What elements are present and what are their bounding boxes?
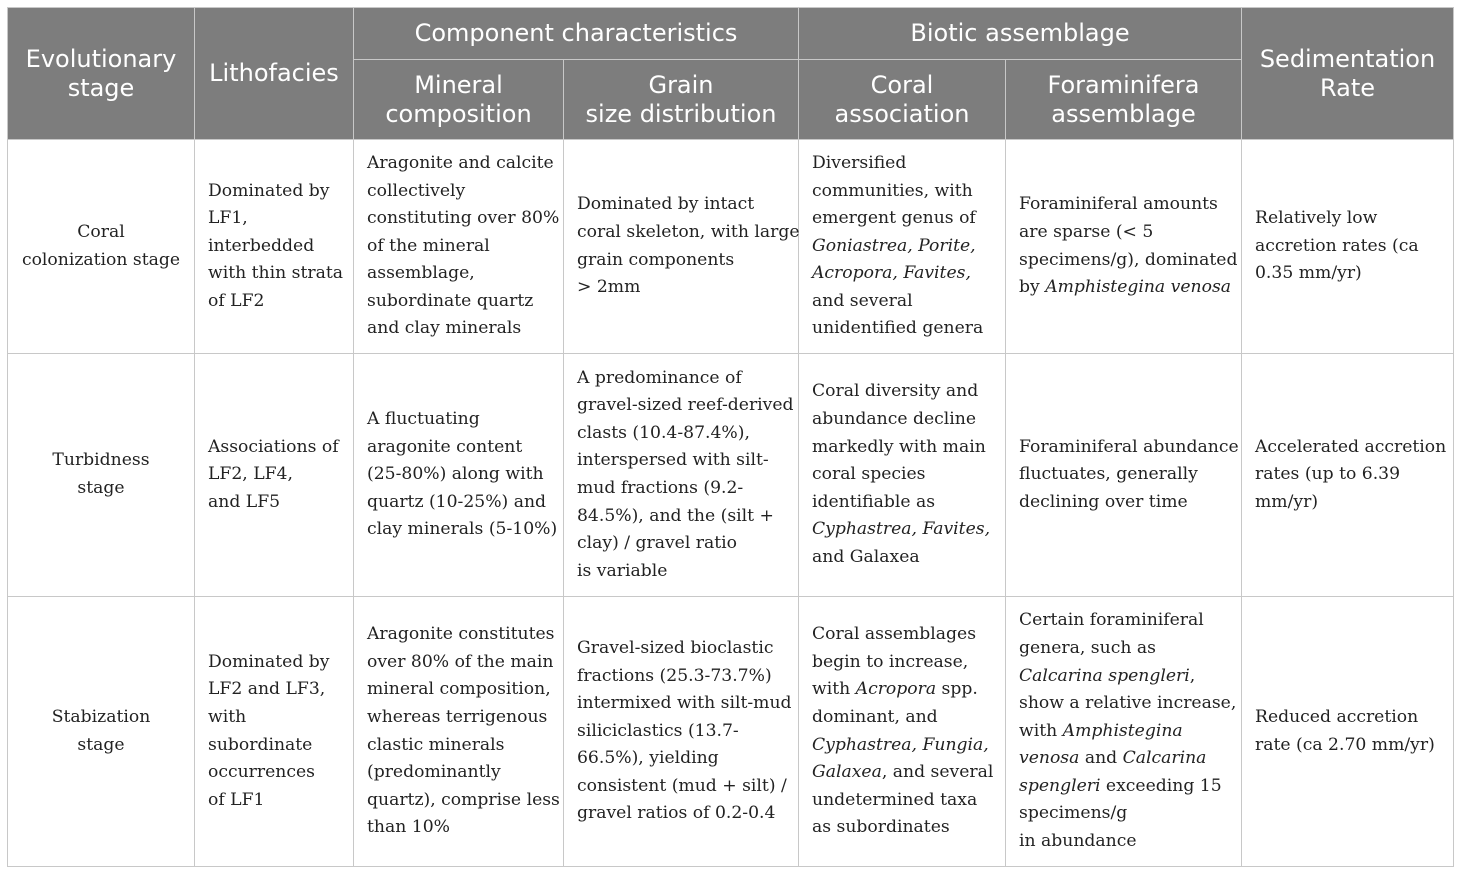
cell-stage: Turbidness stage	[8, 354, 195, 597]
header-grain-size: Grain size distribution	[564, 60, 799, 140]
data-table	[7, 7, 1454, 867]
header-biotic-assemblage: Biotic assemblage	[799, 8, 1242, 60]
cell-foraminifera-assemblage: Certain foraminiferal genera, such as Calcarina spengleri, show a relative increase, with Amphistegina venosa and Calcarina spengleri exceeding 15 specimens/g in abundance	[1006, 597, 1242, 867]
header-sedimentation-rate: Sedimentation Rate	[1242, 8, 1454, 140]
header-component-characteristics: Component characteristics	[354, 8, 799, 60]
cell-foraminifera-assemblage: Foraminiferal amounts are sparse (< 5 specimens/g), dominated by Amphistegina venosa	[1006, 140, 1242, 354]
header-foraminifera-assemblage: Foraminifera assemblage	[1006, 60, 1242, 140]
header-evolutionary-stage: Evolutionary stage	[8, 8, 195, 140]
header-coral-association: Coral association	[799, 60, 1006, 140]
header-lithofacies: Lithofacies	[195, 8, 354, 140]
table-row	[8, 354, 1454, 597]
header-mineral-composition: Mineral composition	[354, 60, 564, 140]
cell-stage: Coral colonization stage	[8, 140, 195, 354]
cell-coral-association: Coral assemblages begin to increase, with Acropora spp. dominant, and Cyphastrea, Fungia, Galaxea, and several undetermined taxa as subordinates	[799, 597, 1006, 867]
cell-grain-size: Dominated by intact coral skeleton, with large grain components > 2mm	[564, 140, 799, 354]
cell-mineral-composition: Aragonite constitutes over 80% of the main mineral composition, whereas terrigenous clastic minerals (predominantly quartz), comprise less than 10%	[354, 597, 564, 867]
table-row	[8, 140, 1454, 354]
cell-coral-association: Coral diversity and abundance decline markedly with main coral species identifiable as Cyphastrea, Favites, and Galaxea	[799, 354, 1006, 597]
cell-sedimentation-rate: Accelerated accretion rates (up to 6.39 mm/yr)	[1242, 354, 1454, 597]
cell-mineral-composition: Aragonite and calcite collectively constituting over 80% of the mineral assemblage, subordinate quartz and clay minerals	[354, 140, 564, 354]
cell-grain-size: Gravel-sized bioclastic fractions (25.3-73.7%) intermixed with silt-mud siliciclastics (13.7- 66.5%), yielding consistent (mud + silt) / gravel ratios of 0.2-0.4	[564, 597, 799, 867]
cell-mineral-composition: A fluctuating aragonite content (25-80%) along with quartz (10-25%) and clay minerals (5-10%)	[354, 354, 564, 597]
cell-coral-association: Diversified communities, with emergent genus of Goniastrea, Porite, Acropora, Favites, and several unidentified genera	[799, 140, 1006, 354]
cell-sedimentation-rate: Relatively low accretion rates (ca 0.35 mm/yr)	[1242, 140, 1454, 354]
table-row	[8, 597, 1454, 867]
cell-sedimentation-rate: Reduced accretion rate (ca 2.70 mm/yr)	[1242, 597, 1454, 867]
cell-lithofacies: Associations of LF2, LF4, and LF5	[195, 354, 354, 597]
cell-grain-size: A predominance of gravel-sized reef-derived clasts (10.4-87.4%), interspersed with silt- mud fractions (9.2- 84.5%), and the (silt + clay) / gravel ratio is variable	[564, 354, 799, 597]
header-row-top	[8, 8, 1454, 60]
cell-lithofacies: Dominated by LF1, interbedded with thin strata of LF2	[195, 140, 354, 354]
cell-foraminifera-assemblage: Foraminiferal abundance fluctuates, generally declining over time	[1006, 354, 1242, 597]
cell-stage: Stabization stage	[8, 597, 195, 867]
cell-lithofacies: Dominated by LF2 and LF3, with subordinate occurrences of LF1	[195, 597, 354, 867]
